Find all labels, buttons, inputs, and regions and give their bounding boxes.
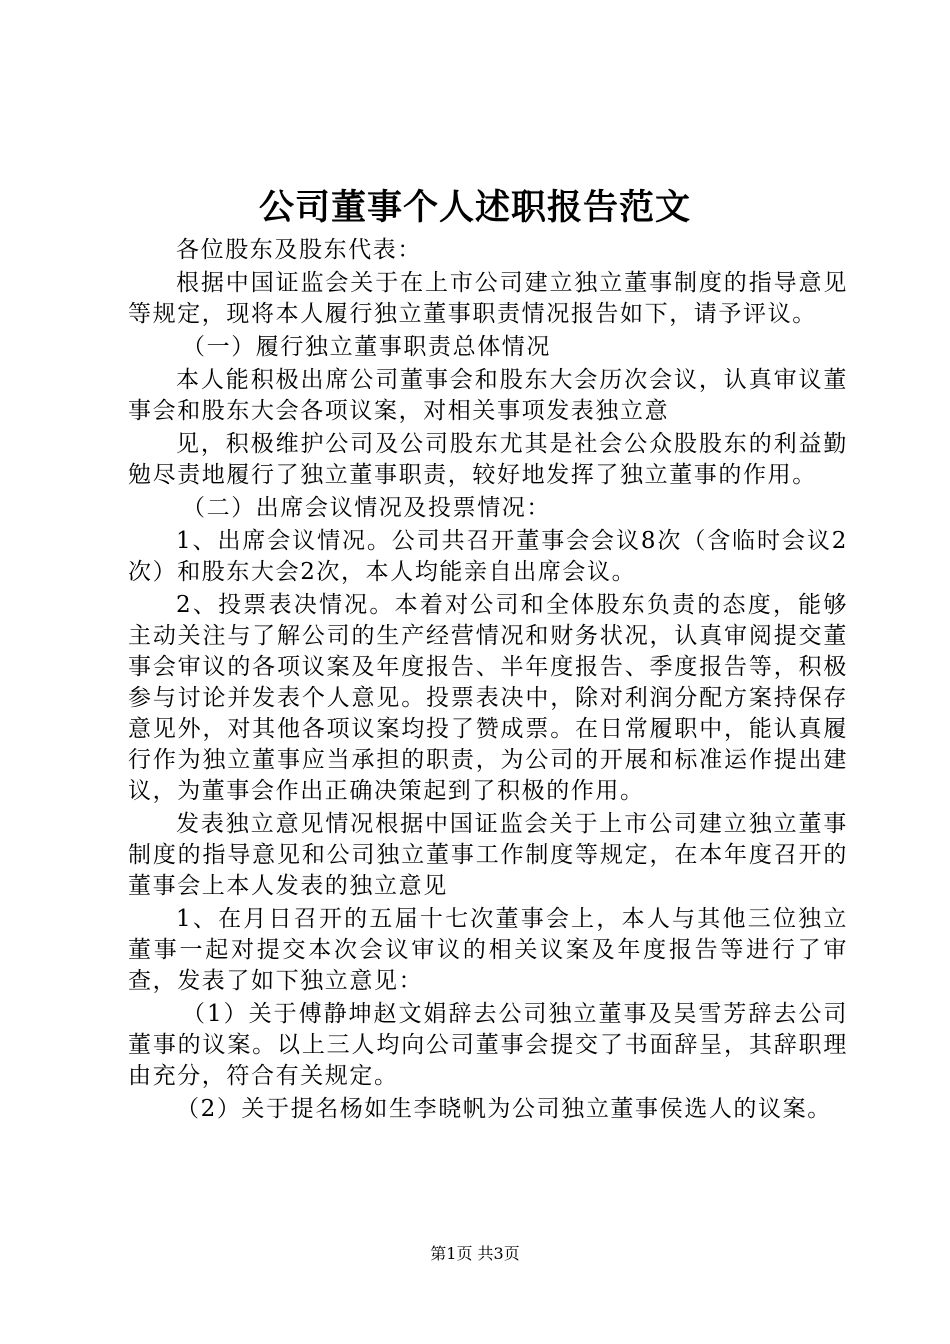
document-title: 公司董事个人述职报告范文 <box>258 187 691 228</box>
paragraph: 2、投票表决情况。本着对公司和全体股东负责的态度，能够主动关注与了解公司的生产经营情况和财务状况，认真审阅提交董事会审议的各项议案及年度报告、半年度报告、季度报告等，积极参与讨论并发表个人意见。投票表决中，除对利润分配方案持保存意见外，对其他各项议案均投了赞成票。在日常履职中，能认真履行作为独立董事应当承担的职责，为公司的开展和标准运作提出建议，为董事会作出正确决策起到了积极的作用。 <box>128 592 848 804</box>
paragraph: 1、出席会议情况。公司共召开董事会会议8次（含临时会议2次）和股东大会2次，本人均能亲自出席会议。 <box>128 528 848 585</box>
paragraph: 发表独立意见情况根据中国证监会关于上市公司建立独立董事制度的指导意见和公司独立董事工作制度等规定，在本年度召开的董事会上本人发表的独立意见 <box>128 811 848 899</box>
document-body <box>128 235 848 1127</box>
page-number-footer: 第1页 共3页 <box>430 1244 520 1263</box>
section-heading-1: （一）履行独立董事职责总体情况 <box>182 334 551 360</box>
paragraph-intro: 根据中国证监会关于在上市公司建立独立董事制度的指导意见等规定，现将本人履行独立董事职责情况报告如下，请予评议。 <box>128 270 848 327</box>
section-heading-2: （二）出席会议情况及投票情况： <box>182 495 551 521</box>
paragraph: （1）关于傅静坤赵文娟辞去公司独立董事及吴雪芳辞去公司董事的议案。以上三人均向公司董事会提交了书面辞呈，其辞职理由充分，符合有关规定。 <box>128 1001 848 1089</box>
paragraph: （2）关于提名杨如生李晓帆为公司独立董事侯选人的议案。 <box>176 1096 832 1122</box>
paragraph: 本人能积极出席公司董事会和股东大会历次会议，认真审议董事会和股东大会各项议案，对相关事项发表独立意 <box>128 367 848 424</box>
paragraph: 1、在月日召开的五届十七次董事会上，本人与其他三位独立董事一起对提交本次会议审议的相关议案及年度报告等进行了审查，发表了如下独立意见： <box>128 906 848 994</box>
paragraph: 见，积极维护公司及公司股东尤其是社会公众股股东的利益勤勉尽责地履行了独立董事职责，较好地发挥了独立董事的作用。 <box>128 431 848 488</box>
paragraph-salutation: 各位股东及股东代表： <box>176 237 422 263</box>
